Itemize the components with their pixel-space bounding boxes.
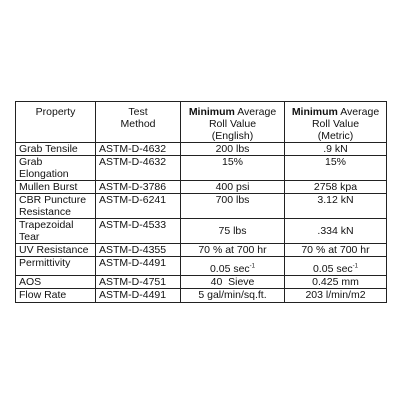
- header-english-roll-value: Roll Value: [208, 118, 257, 130]
- cell-english: 400 psi: [181, 181, 285, 194]
- cell-method: ASTM-D-6241: [96, 194, 181, 219]
- cell-method: ASTM-D-4751: [96, 276, 181, 289]
- header-test-method: [96, 102, 181, 143]
- cell-metric: 0.425 mm: [285, 276, 387, 289]
- cell-metric: 3.12 kN: [285, 194, 387, 219]
- cell-metric: 70 % at 700 hr: [285, 244, 387, 257]
- header-metric-minimum: Minimum: [291, 106, 338, 118]
- cell-method: ASTM-D-4632: [96, 156, 181, 181]
- cell-property: Trapezoidal Tear: [16, 219, 96, 244]
- table-row: [16, 181, 387, 194]
- table-row: [16, 219, 387, 244]
- table-row: [16, 257, 387, 276]
- header-property-label: Property: [35, 106, 76, 118]
- cell-method: ASTM-D-4491: [96, 289, 181, 303]
- cell-method: ASTM-D-4355: [96, 244, 181, 257]
- cell-english-exponent: -1: [249, 263, 256, 270]
- cell-metric: 15%: [285, 156, 387, 181]
- cell-property: UV Resistance: [16, 244, 96, 257]
- cell-method: ASTM-D-3786: [96, 181, 181, 194]
- header-method-label: Method: [120, 118, 156, 130]
- cell-metric: .9 kN: [285, 143, 387, 156]
- table-row: [16, 194, 387, 219]
- cell-english: 40 Sieve: [181, 276, 285, 289]
- header-property: [16, 102, 96, 143]
- cell-method: ASTM-D-4533: [96, 219, 181, 244]
- table-row: [16, 244, 387, 257]
- header-metric-average: Average: [337, 106, 380, 118]
- cell-property: Mullen Burst: [16, 181, 96, 194]
- header-english-average: Average: [234, 106, 277, 118]
- cell-english: 700 lbs: [181, 194, 285, 219]
- cell-method: ASTM-D-4632: [96, 143, 181, 156]
- header-metric-roll-value: Roll Value: [311, 118, 360, 130]
- cell-english: 75 lbs: [181, 219, 285, 244]
- header-metric-unit: (Metric): [317, 130, 354, 142]
- cell-metric: .334 kN: [285, 219, 387, 244]
- table-row: [16, 156, 387, 181]
- cell-english: 5 gal/min/sq.ft.: [181, 289, 285, 303]
- table-row: [16, 289, 387, 303]
- cell-english: [181, 257, 285, 276]
- cell-property: Grab Elongation: [16, 156, 96, 181]
- cell-property: AOS: [16, 276, 96, 289]
- header-english-minimum: Minimum: [188, 106, 235, 118]
- table-row: [16, 276, 387, 289]
- header-test-label: Test: [128, 106, 148, 118]
- header-english-value: [181, 102, 285, 143]
- cell-property: CBR Puncture Resistance: [16, 194, 96, 219]
- header-english-unit: (English): [211, 130, 254, 142]
- header-metric-value: [285, 102, 387, 143]
- cell-english: 70 % at 700 hr: [181, 244, 285, 257]
- cell-english: 200 lbs: [181, 143, 285, 156]
- cell-metric-value: 0.05 sec: [312, 263, 353, 275]
- cell-method: ASTM-D-4491: [96, 257, 181, 276]
- cell-english: 15%: [181, 156, 285, 181]
- table-row: [16, 143, 387, 156]
- cell-metric: [285, 257, 387, 276]
- cell-property: Grab Tensile: [16, 143, 96, 156]
- cell-metric: 203 l/min/m2: [285, 289, 387, 303]
- specification-table: [15, 101, 387, 303]
- cell-property: Permittivity: [16, 257, 96, 276]
- cell-english-value: 0.05 sec: [209, 263, 250, 275]
- header-row: [16, 102, 387, 143]
- cell-metric-exponent: -1: [352, 263, 359, 270]
- cell-metric: 2758 kpa: [285, 181, 387, 194]
- cell-property: Flow Rate: [16, 289, 96, 303]
